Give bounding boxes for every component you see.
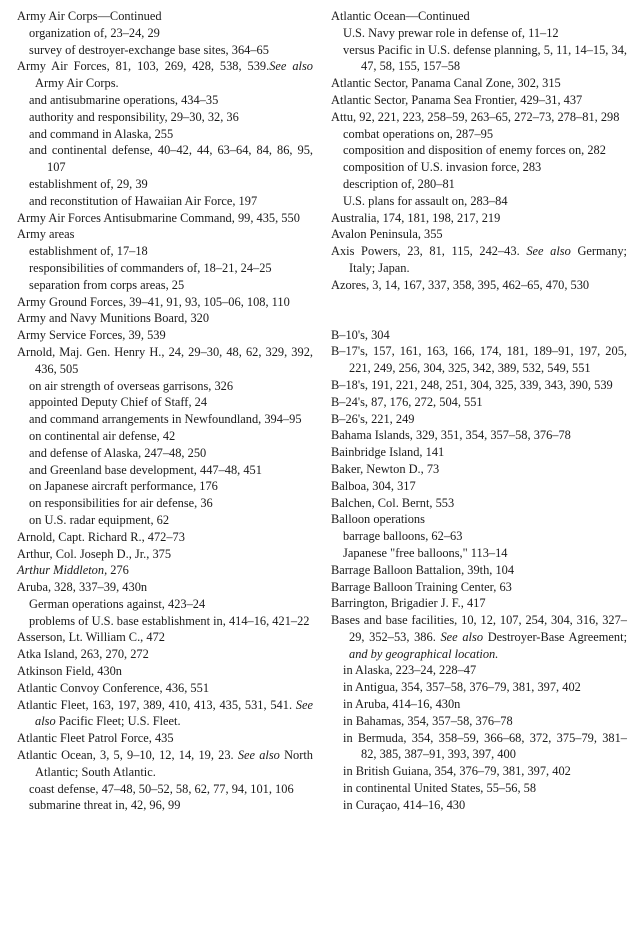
- index-entry: [331, 478, 627, 495]
- entry-text: B–17's, 157, 161, 163, 166, 174, 181, 189–91, 197, 205, 221, 249, 256, 304, 325, 342, 389, 532, 549, 551: [331, 344, 627, 376]
- index-subentry: [331, 126, 627, 143]
- index-entry: [331, 343, 627, 377]
- entry-text: Atlantic Convoy Conference, 436, 551: [17, 680, 210, 695]
- index-entry: [331, 511, 627, 528]
- entry-text: and command arrangements in Newfoundland, 394–95: [29, 412, 302, 427]
- index-entry: [331, 8, 627, 25]
- entry-text: and reconstitution of Hawaiian Air Force, 197: [29, 193, 258, 208]
- entry-text: on continental air defense, 42: [29, 428, 176, 443]
- entry-text: barrage balloons, 62–63: [343, 529, 463, 544]
- entry-text: Arthur, Col. Joseph D., Jr., 375: [17, 546, 172, 561]
- index-subentry: [17, 428, 313, 445]
- entry-text: on responsibilities for air defense, 36: [29, 496, 213, 511]
- entry-text: German operations against, 423–24: [29, 596, 206, 611]
- entry-text: Japanese "free balloons," 113–14: [343, 545, 508, 560]
- entry-text: in Alaska, 223–24, 228–47: [343, 663, 477, 678]
- index-subentry: [331, 142, 627, 159]
- entry-text: Army Air Forces, 81, 103, 269, 428, 538, 539.: [17, 59, 270, 74]
- index-entry: [17, 58, 313, 92]
- entry-text: and continental defense, 40–42, 44, 63–64, 84, 86, 95, 107: [29, 143, 313, 175]
- entry-text: and defense of Alaska, 247–48, 250: [29, 445, 207, 460]
- section-gap: [331, 294, 627, 327]
- entry-text: versus Pacific in U.S. defense planning, 5, 11, 14–15, 34, 47, 58, 155, 157–58: [343, 42, 627, 74]
- index-entry: [17, 646, 313, 663]
- index-entry: [17, 344, 313, 378]
- index-subentry: [17, 462, 313, 479]
- index-entry: [331, 377, 627, 394]
- index-subentry: [331, 662, 627, 679]
- entry-text: Azores, 3, 14, 167, 337, 358, 395, 462–65, 470, 530: [331, 277, 590, 292]
- index-entry: [17, 697, 313, 731]
- index-subentry: [17, 596, 313, 613]
- entry-text: B–24's, 87, 176, 272, 504, 551: [331, 394, 483, 409]
- index-subentry: [331, 780, 627, 797]
- index-subentry: [17, 495, 313, 512]
- index-entry: [17, 579, 313, 596]
- index-entry: [331, 92, 627, 109]
- entry-text: Asserson, Lt. William C., 472: [17, 630, 165, 645]
- entry-text: Atlantic Fleet, 163, 197, 389, 410, 413, 435, 531, 541.: [17, 697, 293, 712]
- entry-text: Balloon operations: [331, 512, 425, 527]
- index-subentry: [17, 109, 313, 126]
- index-subentry: [17, 781, 313, 798]
- index-subentry: [331, 528, 627, 545]
- entry-text: Barrington, Brigadier J. F., 417: [331, 596, 486, 611]
- entry-text: Atlantic Ocean, 3, 5, 9–10, 12, 14, 19, 23.: [17, 748, 234, 763]
- index-entry: [17, 8, 313, 25]
- entry-text: and antisubmarine operations, 434–35: [29, 92, 219, 107]
- entry-text: combat operations on, 287–95: [343, 126, 494, 141]
- index-subentry: [331, 797, 627, 814]
- see-also-reference: See also: [435, 629, 484, 644]
- entry-text: problems of U.S. base establishment in, 414–16, 421–22: [29, 613, 310, 628]
- entry-text: and command in Alaska, 255: [29, 126, 174, 141]
- index-subentry: [17, 378, 313, 395]
- index-entry: [331, 612, 627, 662]
- entry-text: submarine threat in, 42, 96, 99: [29, 798, 181, 813]
- see-also-reference: See also: [269, 59, 313, 74]
- index-entry: [17, 529, 313, 546]
- entry-text: Bainbridge Island, 141: [331, 445, 445, 460]
- entry-text: Australia, 174, 181, 198, 217, 219: [331, 210, 501, 225]
- entry-text: Atlantic Sector, Panama Canal Zone, 302, 315: [331, 76, 561, 91]
- entry-text: on air strength of overseas garrisons, 326: [29, 378, 234, 393]
- index-entry: [331, 461, 627, 478]
- entry-text: Axis Powers, 23, 81, 115, 242–43.: [331, 244, 520, 259]
- index-subentry: [331, 42, 627, 76]
- entry-text: in Curaçao, 414–16, 430: [343, 797, 466, 812]
- entry-text: B–18's, 191, 221, 248, 251, 304, 325, 339, 343, 390, 539: [331, 377, 613, 392]
- entry-text: U.S. plans for assault on, 283–84: [343, 193, 508, 208]
- entry-text: Aruba, 328, 337–39, 430n: [17, 580, 148, 595]
- index-subentry: [331, 763, 627, 780]
- see-also-reference: See also: [519, 244, 571, 259]
- index-entry: [17, 226, 313, 243]
- ship-name: Arthur Middleton,: [17, 563, 108, 578]
- index-entry: [331, 394, 627, 411]
- cross-reference-text: Army Air Corps.: [35, 76, 119, 91]
- cross-reference-text: Destroyer-Base Agreement;: [483, 629, 628, 644]
- entry-text: Army Service Forces, 39, 539: [17, 328, 166, 343]
- entry-text: Army Ground Forces, 39–41, 91, 93, 105–06, 108, 110: [17, 294, 290, 309]
- entry-text: establishment of, 17–18: [29, 244, 148, 259]
- cross-reference-text: North Atlantic; South Atlantic.: [35, 748, 313, 779]
- index-entry: [331, 579, 627, 596]
- entry-text: Army Air Corps—Continued: [17, 9, 162, 23]
- entry-text: Army Air Forces Antisubmarine Command, 99, 435, 550: [17, 210, 300, 225]
- entry-text: Attu, 92, 221, 223, 258–59, 263–65, 272–73, 278–81, 298: [331, 109, 620, 124]
- index-subentry: [331, 193, 627, 210]
- index-entry: [331, 427, 627, 444]
- index-subentry: [17, 478, 313, 495]
- entry-text: Atkinson Field, 430n: [17, 664, 122, 679]
- index-subentry: [331, 696, 627, 713]
- index-entry: [331, 444, 627, 461]
- entry-text: Atka Island, 263, 270, 272: [17, 647, 149, 662]
- entry-text: B–26's, 221, 249: [331, 411, 415, 426]
- entry-text: Atlantic Fleet Patrol Force, 435: [17, 731, 174, 746]
- entry-text: and Greenland base development, 447–48, 451: [29, 462, 262, 477]
- entry-text: authority and responsibility, 29–30, 32, 36: [29, 109, 239, 124]
- index-subentry: [17, 193, 313, 210]
- index-subentry: [17, 25, 313, 42]
- entry-text: Arnold, Capt. Richard R., 472–73: [17, 529, 185, 544]
- entry-text: B–10's, 304: [331, 327, 390, 342]
- entry-text: Barrage Balloon Battalion, 39th, 104: [331, 562, 515, 577]
- index-subentry: [17, 176, 313, 193]
- entry-text: U.S. Navy prewar role in defense of, 11–12: [343, 25, 559, 40]
- index-subentry: [331, 730, 627, 764]
- index-subentry: [331, 159, 627, 176]
- index-subentry: [17, 243, 313, 260]
- entry-text: Balchen, Col. Bernt, 553: [331, 495, 455, 510]
- index-entry: [331, 277, 627, 294]
- index-entry: [17, 562, 313, 579]
- entry-text: description of, 280–81: [343, 176, 455, 191]
- entry-text: on Japanese aircraft performance, 176: [29, 479, 218, 494]
- index-entry: [17, 747, 313, 781]
- entry-text: composition and disposition of enemy forces on, 282: [343, 143, 606, 158]
- entry-text: Army and Navy Munitions Board, 320: [17, 311, 210, 326]
- index-subentry: [17, 613, 313, 630]
- see-also-reference: See also: [35, 697, 313, 729]
- cross-reference-text: Germany; Italy; Japan.: [349, 244, 627, 275]
- index-entry: [17, 310, 313, 327]
- entry-text: in British Guiana, 354, 376–79, 381, 397, 402: [343, 764, 571, 779]
- index-entry: [331, 595, 627, 612]
- entry-text: Baker, Newton D., 73: [331, 461, 440, 476]
- index-entry: [17, 294, 313, 311]
- index-entry: [17, 327, 313, 344]
- index-subentry: [17, 445, 313, 462]
- index-subentry: [17, 411, 313, 428]
- index-entry: [331, 562, 627, 579]
- index-subentry: [17, 142, 313, 176]
- entry-text: Bases and base facilities, 10, 12, 107, 254, 304, 316, 327–29, 352–53, 386.: [331, 613, 627, 644]
- entry-text: establishment of, 29, 39: [29, 176, 148, 191]
- entry-text: organization of, 23–24, 29: [29, 25, 160, 40]
- entry-text: on U.S. radar equipment, 62: [29, 512, 170, 527]
- index-entry: [331, 243, 627, 277]
- entry-text: composition of U.S. invasion force, 283: [343, 160, 542, 175]
- index-subentry: [17, 42, 313, 59]
- index-subentry: [17, 92, 313, 109]
- entry-text: Atlantic Sector, Panama Sea Frontier, 429–31, 437: [331, 92, 583, 107]
- index-entry: [17, 680, 313, 697]
- entry-text: in continental United States, 55–56, 58: [343, 781, 537, 796]
- index-entry: [331, 75, 627, 92]
- index-subentry: [17, 512, 313, 529]
- index-entry: [17, 546, 313, 563]
- index-subentry: [17, 277, 313, 294]
- index-entry: [331, 411, 627, 428]
- index-subentry: [331, 545, 627, 562]
- index-subentry: [17, 126, 313, 143]
- entry-text: in Antigua, 354, 357–58, 376–79, 381, 397, 402: [343, 680, 581, 695]
- entry-text: Balboa, 304, 317: [331, 478, 416, 493]
- index-subentry: [331, 25, 627, 42]
- cross-reference-text: 276: [107, 563, 129, 578]
- entry-text: Bahama Islands, 329, 351, 354, 357–58, 376–78: [331, 428, 571, 443]
- index-entry: [331, 226, 627, 243]
- index-subentry: [331, 713, 627, 730]
- index-entry: [17, 629, 313, 646]
- index-subentry: [17, 260, 313, 277]
- index-subentry: [331, 176, 627, 193]
- entry-text: responsibilities of commanders of, 18–21, 24–25: [29, 260, 272, 275]
- see-also-reference: See also: [233, 748, 280, 763]
- index-entry: [17, 210, 313, 227]
- entry-text: Arnold, Maj. Gen. Henry H., 24, 29–30, 48, 62, 329, 392, 436, 505: [17, 344, 313, 376]
- index-entry: [17, 730, 313, 747]
- index-entry: [331, 327, 627, 344]
- entry-text: coast defense, 47–48, 50–52, 58, 62, 77, 94, 101, 106: [29, 781, 294, 796]
- index-subentry: [17, 797, 313, 814]
- cross-reference-text: Pacific Fleet; U.S. Fleet.: [55, 714, 181, 729]
- index-entry: [331, 495, 627, 512]
- entry-text: Avalon Peninsula, 355: [331, 227, 443, 242]
- entry-text: in Bahamas, 354, 357–58, 376–78: [343, 713, 513, 728]
- index-column-left: [17, 8, 313, 814]
- entry-text: separation from corps areas, 25: [29, 277, 185, 292]
- index-entry: [331, 210, 627, 227]
- index-subentry: [331, 679, 627, 696]
- index-entry: [331, 109, 627, 126]
- entry-text: Army areas: [17, 227, 75, 242]
- index-column-right: [331, 8, 627, 814]
- index-subentry: [17, 394, 313, 411]
- entry-text: in Aruba, 414–16, 430n: [343, 697, 461, 712]
- see-also-reference: and by geographical location.: [349, 646, 499, 661]
- entry-text: Barrage Balloon Training Center, 63: [331, 579, 512, 594]
- index-entry: [17, 663, 313, 680]
- entry-text: survey of destroyer-exchange base sites, 364–65: [29, 42, 269, 57]
- entry-text: appointed Deputy Chief of Staff, 24: [29, 395, 208, 410]
- entry-text: Atlantic Ocean—Continued: [331, 9, 470, 23]
- entry-text: in Bermuda, 354, 358–59, 366–68, 372, 375–79, 381–82, 385, 387–91, 393, 397, 400: [343, 730, 627, 762]
